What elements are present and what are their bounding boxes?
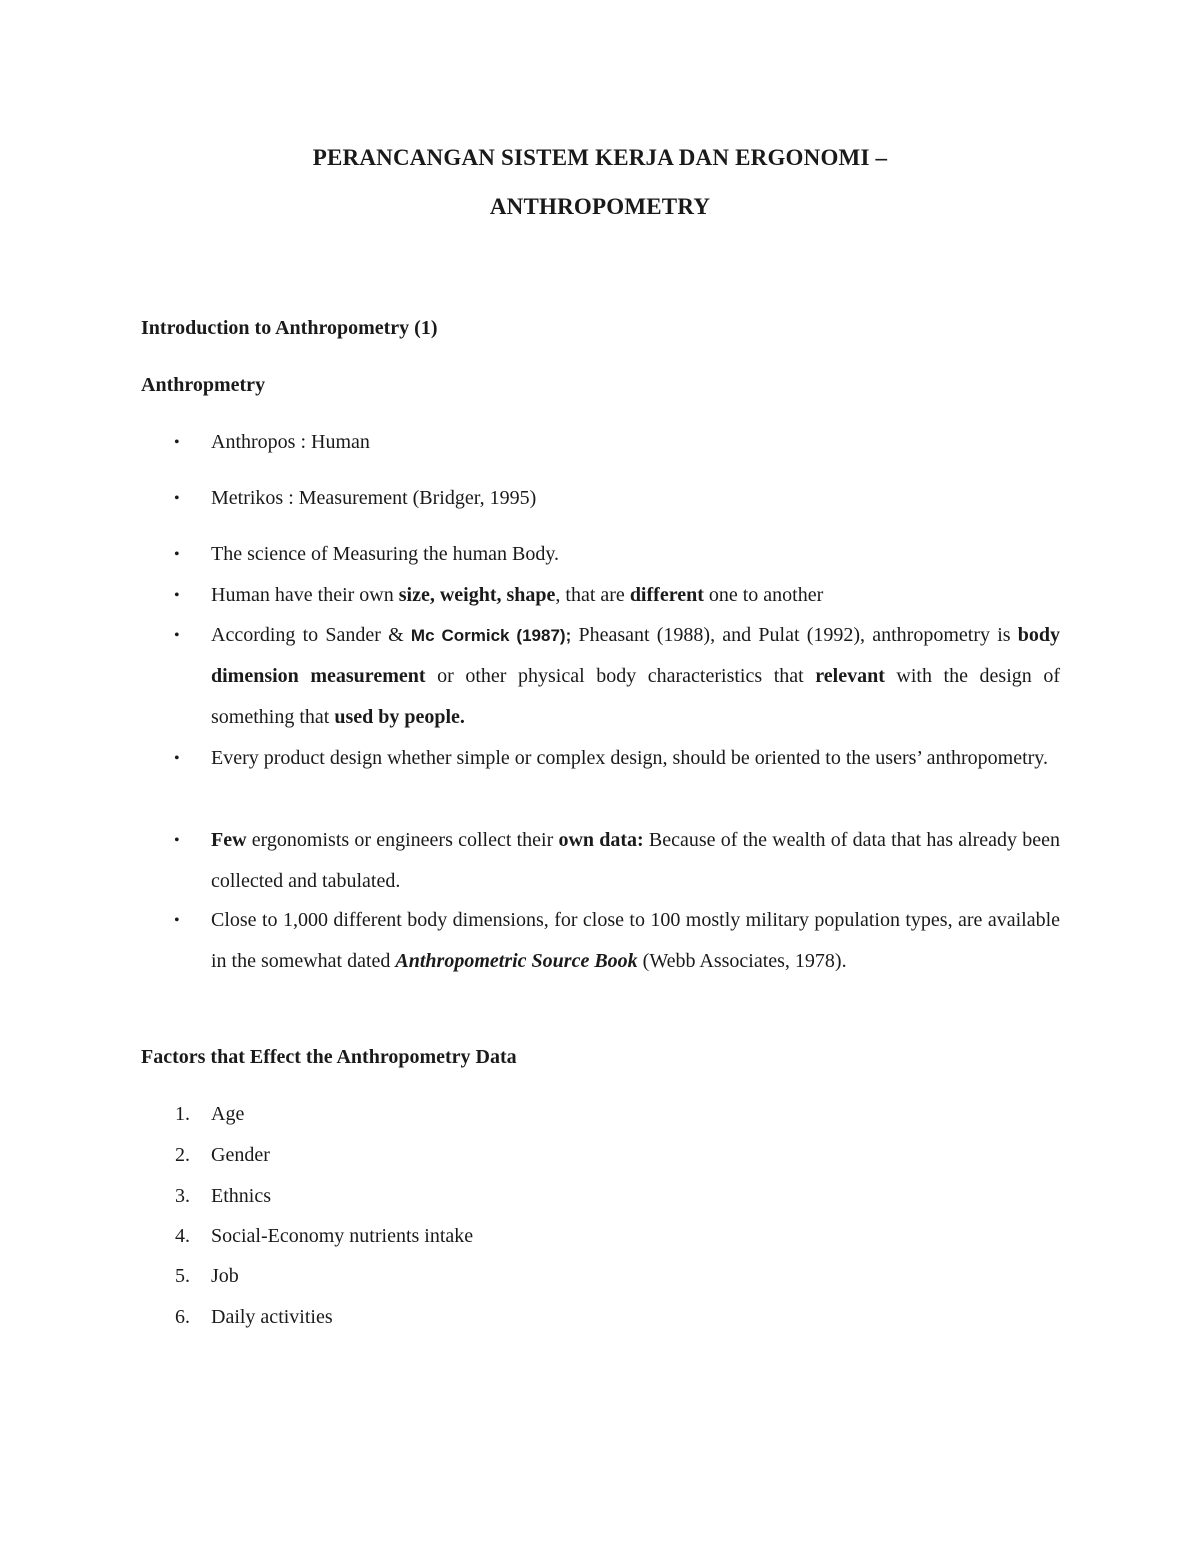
bullet-marker: •	[174, 434, 180, 451]
bold-text: used by people.	[334, 706, 465, 728]
bullet-text: (Webb Associates, 1978).	[637, 950, 847, 972]
list-item	[175, 1297, 1060, 1338]
bullet-text: with the design of something that	[211, 665, 1060, 728]
list-item	[175, 1094, 1060, 1135]
bold-text: relevant	[815, 665, 885, 687]
factor-label: Gender	[211, 1144, 270, 1166]
bullet-text: or other physical body characteristics that	[425, 665, 816, 687]
bullet-marker: •	[174, 546, 180, 563]
list-item	[174, 478, 1060, 519]
factor-label: Job	[211, 1265, 239, 1287]
bold-text: body dimension measurement	[211, 624, 1061, 687]
bold-text: size, weight, shape	[398, 584, 556, 606]
bullet-text: ergonomists or engineers collect their	[246, 829, 559, 851]
bold-text: Few	[211, 829, 247, 851]
book-title-text: Anthropometric Source Book	[395, 950, 638, 972]
list-item	[175, 1135, 1060, 1176]
document-title-line-1: PERANCANGAN SISTEM KERJA DAN ERGONOMI –	[312, 145, 888, 170]
list-item	[174, 900, 1060, 982]
list-item	[174, 615, 1061, 738]
list-item	[174, 738, 1060, 779]
list-item	[174, 534, 1060, 575]
document-title-line-2: ANTHROPOMETRY	[489, 194, 711, 219]
bullet-text: Pheasant (1988), and Pulat (1992), anthropometry is	[571, 624, 1018, 646]
bullet-text: Every product design whether simple or complex design, should be oriented to the users’ anthropometry.	[211, 747, 1049, 769]
bullet-marker: •	[174, 627, 180, 644]
bullet-marker: •	[174, 832, 180, 849]
bullet-text: The science of Measuring the human Body.	[211, 543, 560, 565]
list-number: 1.	[175, 1103, 190, 1125]
factor-label: Ethnics	[211, 1185, 271, 1207]
list-number: 3.	[175, 1185, 190, 1207]
list-item	[175, 1176, 1060, 1217]
subheading-anthropmetry: Anthropmetry	[141, 374, 266, 396]
list-item	[174, 422, 1060, 463]
bullet-text: Metrikos : Measurement (Bridger, 1995)	[211, 487, 537, 509]
list-number: 5.	[175, 1265, 190, 1287]
bullet-text: Close to 1,000 different body dimensions, for close to 100 mostly military population types, are available in the somewhat dated	[211, 909, 1060, 972]
bullet-text: one to another	[703, 584, 824, 606]
section-heading-factors: Factors that Effect the Anthropometry Data	[141, 1046, 517, 1068]
bullet-text: According to Sander &	[211, 624, 411, 646]
factor-label: Age	[211, 1103, 245, 1125]
bold-text: different	[629, 584, 704, 606]
list-item	[174, 820, 1060, 902]
bullet-marker: •	[174, 750, 180, 767]
bullet-marker: •	[174, 912, 180, 929]
list-number: 2.	[175, 1144, 190, 1166]
bullet-text: Because of the wealth of data that has already been collected and tabulated.	[211, 829, 1060, 892]
factor-label: Daily activities	[211, 1306, 333, 1328]
factor-label: Social-Economy nutrients intake	[211, 1225, 474, 1247]
bullet-text: , that are	[555, 584, 630, 606]
section-heading-introduction: Introduction to Anthropometry (1)	[141, 317, 438, 339]
citation-text: Mc Cormick (1987);	[410, 626, 572, 645]
list-item	[175, 1256, 1060, 1297]
bold-text: own data:	[558, 829, 644, 851]
list-item	[174, 575, 1060, 616]
bullet-marker: •	[174, 587, 180, 604]
list-number: 4.	[175, 1225, 190, 1247]
list-number: 6.	[175, 1306, 190, 1328]
list-item	[175, 1216, 1060, 1257]
bullet-marker: •	[174, 490, 180, 507]
bullet-text: Human have their own	[211, 584, 399, 606]
bullet-text: Anthropos : Human	[211, 431, 370, 453]
